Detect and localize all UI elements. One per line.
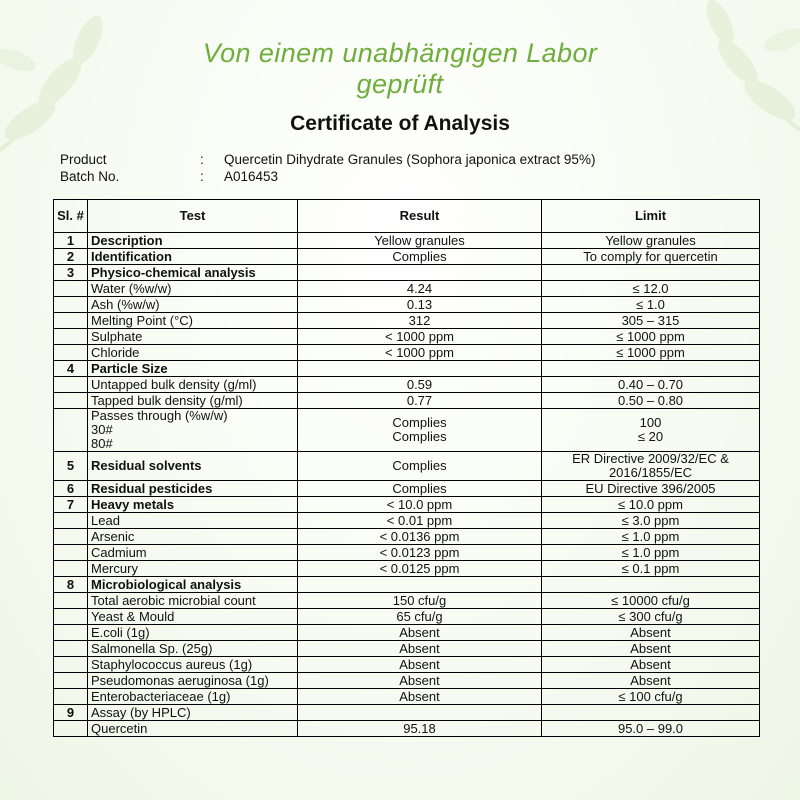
cell-test: Enterobacteriaceae (1g) xyxy=(88,689,298,705)
cell-sl xyxy=(54,609,88,625)
cell-test: Identification xyxy=(88,249,298,265)
table-row xyxy=(54,577,760,593)
cell-sl xyxy=(54,329,88,345)
cell-test: Particle Size xyxy=(88,361,298,377)
table-row xyxy=(54,361,760,377)
cell-result: < 1000 ppm xyxy=(298,329,542,345)
cell-limit: Absent xyxy=(542,625,760,641)
cell-sl: 6 xyxy=(54,481,88,497)
cell-sl xyxy=(54,393,88,409)
meta-label: Batch No. xyxy=(60,169,120,184)
table-body xyxy=(54,233,760,737)
cell-result xyxy=(298,265,542,281)
tagline-line: geprüft xyxy=(356,69,444,99)
cell-test: Staphylococcus aureus (1g) xyxy=(88,657,298,673)
cell-limit xyxy=(542,265,760,281)
cell-limit: ≤ 0.1 ppm xyxy=(542,561,760,577)
cell-limit: ≤ 1000 ppm xyxy=(542,345,760,361)
cell-sl xyxy=(54,345,88,361)
cell-limit xyxy=(542,409,760,452)
cell-test: Quercetin xyxy=(88,721,298,737)
table-row xyxy=(54,297,760,313)
cell-result: 0.77 xyxy=(298,393,542,409)
cell-sl xyxy=(54,513,88,529)
cell-test: Chloride xyxy=(88,345,298,361)
cell-limit xyxy=(542,452,760,481)
cell-limit: ≤ 10000 cfu/g xyxy=(542,593,760,609)
cell-result: 0.59 xyxy=(298,377,542,393)
table-row xyxy=(54,377,760,393)
cell-result: Absent xyxy=(298,625,542,641)
cell-sl xyxy=(54,721,88,737)
cell-test: Arsenic xyxy=(88,529,298,545)
meta-colon: : xyxy=(200,169,204,184)
cell-limit: To comply for quercetin xyxy=(542,249,760,265)
cell-result: Absent xyxy=(298,689,542,705)
cell-sl xyxy=(54,529,88,545)
cell-test: Tapped bulk density (g/ml) xyxy=(88,393,298,409)
cell-limit-line: ≤ 20 xyxy=(637,429,664,444)
cell-test: Sulphate xyxy=(88,329,298,345)
meta-label: Product xyxy=(60,152,107,167)
cell-result xyxy=(298,361,542,377)
cell-sl xyxy=(54,545,88,561)
table-row xyxy=(54,345,760,361)
cell-limit: Absent xyxy=(542,657,760,673)
cell-limit-line: ER Directive 2009/32/EC & xyxy=(572,451,729,466)
cell-limit-line: 2016/1855/EC xyxy=(608,465,693,480)
cell-result: < 10.0 ppm xyxy=(298,497,542,513)
cell-test: Melting Point (°C) xyxy=(88,313,298,329)
table-row xyxy=(54,689,760,705)
cell-test: Yeast & Mould xyxy=(88,609,298,625)
table-row xyxy=(54,705,760,721)
cell-limit: 0.40 – 0.70 xyxy=(542,377,760,393)
cell-result: < 0.0136 ppm xyxy=(298,529,542,545)
cell-result-line: Complies xyxy=(392,415,447,430)
tagline-line: Von einem unabhängigen Labor xyxy=(202,38,598,68)
cell-limit: ≤ 1000 ppm xyxy=(542,329,760,345)
table-row xyxy=(54,249,760,265)
table-row xyxy=(54,529,760,545)
table-row xyxy=(54,481,760,497)
meta-row-batch xyxy=(60,168,595,185)
cell-sl: 4 xyxy=(54,361,88,377)
cell-result: Complies xyxy=(298,481,542,497)
cell-limit: EU Directive 396/2005 xyxy=(542,481,760,497)
cell-test: Ash (%w/w) xyxy=(88,297,298,313)
cell-test: Cadmium xyxy=(88,545,298,561)
cell-sl xyxy=(54,673,88,689)
table-row xyxy=(54,657,760,673)
cell-result: 95.18 xyxy=(298,721,542,737)
cell-sl: 3 xyxy=(54,265,88,281)
cell-limit xyxy=(542,577,760,593)
certificate-title: Certificate of Analysis xyxy=(290,112,510,135)
header-test: Test xyxy=(88,200,298,233)
cell-limit: Absent xyxy=(542,641,760,657)
table-row xyxy=(54,641,760,657)
cell-limit: Yellow granules xyxy=(542,233,760,249)
table-header-row xyxy=(54,200,760,233)
cell-sl: 1 xyxy=(54,233,88,249)
table-row xyxy=(54,721,760,737)
meta-value: Quercetin Dihydrate Granules (Sophora japonica extract 95%) xyxy=(224,152,596,167)
cell-test: Residual pesticides xyxy=(88,481,298,497)
cell-sl: 7 xyxy=(54,497,88,513)
cell-test: E.coli (1g) xyxy=(88,625,298,641)
table-row xyxy=(54,625,760,641)
cell-test: Residual solvents xyxy=(88,452,298,481)
cell-result: 4.24 xyxy=(298,281,542,297)
cell-limit xyxy=(542,705,760,721)
cell-result: Complies xyxy=(298,452,542,481)
cell-test: Water (%w/w) xyxy=(88,281,298,297)
cell-result: 0.13 xyxy=(298,297,542,313)
cell-result xyxy=(298,577,542,593)
cell-limit xyxy=(542,361,760,377)
meta-row-product xyxy=(60,151,595,168)
cell-result xyxy=(298,705,542,721)
cell-test: Pseudomonas aeruginosa (1g) xyxy=(88,673,298,689)
cell-sl: 9 xyxy=(54,705,88,721)
table-row xyxy=(54,265,760,281)
cell-test: Untapped bulk density (g/ml) xyxy=(88,377,298,393)
cell-limit-line: 100 xyxy=(639,415,662,430)
meta-value: A016453 xyxy=(224,169,279,184)
cell-limit: ≤ 300 cfu/g xyxy=(542,609,760,625)
cell-test-line: 80# xyxy=(91,436,113,451)
table-row xyxy=(54,561,760,577)
table-row xyxy=(54,593,760,609)
cell-result: < 0.01 ppm xyxy=(298,513,542,529)
header-sl: Sl. # xyxy=(54,200,88,233)
cell-limit: 305 – 315 xyxy=(542,313,760,329)
cell-result: Absent xyxy=(298,657,542,673)
cell-result: Yellow granules xyxy=(298,233,542,249)
cell-test: Heavy metals xyxy=(88,497,298,513)
table-row xyxy=(54,452,760,481)
table-row xyxy=(54,513,760,529)
table-row xyxy=(54,281,760,297)
cell-sl xyxy=(54,689,88,705)
table-row xyxy=(54,609,760,625)
header-limit: Limit xyxy=(542,200,760,233)
cell-result: < 0.0125 ppm xyxy=(298,561,542,577)
cell-test: Lead xyxy=(88,513,298,529)
table-row xyxy=(54,329,760,345)
table-row xyxy=(54,313,760,329)
cell-sl xyxy=(54,297,88,313)
cell-sl xyxy=(54,313,88,329)
cell-limit: ≤ 10.0 ppm xyxy=(542,497,760,513)
header-result: Result xyxy=(298,200,542,233)
cell-limit: ≤ 3.0 ppm xyxy=(542,513,760,529)
cell-sl xyxy=(54,409,88,452)
cell-sl xyxy=(54,657,88,673)
cell-test: Salmonella Sp. (25g) xyxy=(88,641,298,657)
cell-result: < 0.0123 ppm xyxy=(298,545,542,561)
table-row xyxy=(54,497,760,513)
cell-limit: Absent xyxy=(542,673,760,689)
cell-test-line: 30# xyxy=(91,422,113,437)
cell-test xyxy=(88,409,298,452)
cell-limit: 0.50 – 0.80 xyxy=(542,393,760,409)
meta-colon: : xyxy=(200,152,204,167)
cell-test: Physico-chemical analysis xyxy=(88,265,298,281)
cell-sl: 8 xyxy=(54,577,88,593)
cell-limit: ≤ 1.0 ppm xyxy=(542,529,760,545)
table-row xyxy=(54,673,760,689)
cell-test: Total aerobic microbial count xyxy=(88,593,298,609)
table-row xyxy=(54,409,760,452)
cell-sl: 5 xyxy=(54,452,88,481)
cell-result xyxy=(298,409,542,452)
cell-sl: 2 xyxy=(54,249,88,265)
cell-test: Mercury xyxy=(88,561,298,577)
cell-limit: ≤ 100 cfu/g xyxy=(542,689,760,705)
cell-test-line: Passes through (%w/w) xyxy=(91,408,228,423)
cell-sl xyxy=(54,281,88,297)
table-row xyxy=(54,233,760,249)
product-meta xyxy=(60,151,595,185)
cell-sl xyxy=(54,561,88,577)
cell-test: Description xyxy=(88,233,298,249)
cell-result: < 1000 ppm xyxy=(298,345,542,361)
cell-result: Complies xyxy=(298,249,542,265)
cell-limit: ≤ 12.0 xyxy=(542,281,760,297)
cell-sl xyxy=(54,593,88,609)
cell-test: Microbiological analysis xyxy=(88,577,298,593)
cell-sl xyxy=(54,641,88,657)
table-row xyxy=(54,545,760,561)
cell-result: Absent xyxy=(298,673,542,689)
cell-result: 150 cfu/g xyxy=(298,593,542,609)
cell-result-line: Complies xyxy=(392,429,447,444)
cell-limit: ≤ 1.0 ppm xyxy=(542,545,760,561)
cell-limit: 95.0 – 99.0 xyxy=(542,721,760,737)
cell-sl xyxy=(54,625,88,641)
cell-result: Absent xyxy=(298,641,542,657)
tagline xyxy=(0,38,800,100)
table-row xyxy=(54,393,760,409)
cell-limit: ≤ 1.0 xyxy=(542,297,760,313)
cell-result: 312 xyxy=(298,313,542,329)
analysis-table xyxy=(53,199,760,737)
cell-sl xyxy=(54,377,88,393)
cell-result: 65 cfu/g xyxy=(298,609,542,625)
cell-test: Assay (by HPLC) xyxy=(88,705,298,721)
